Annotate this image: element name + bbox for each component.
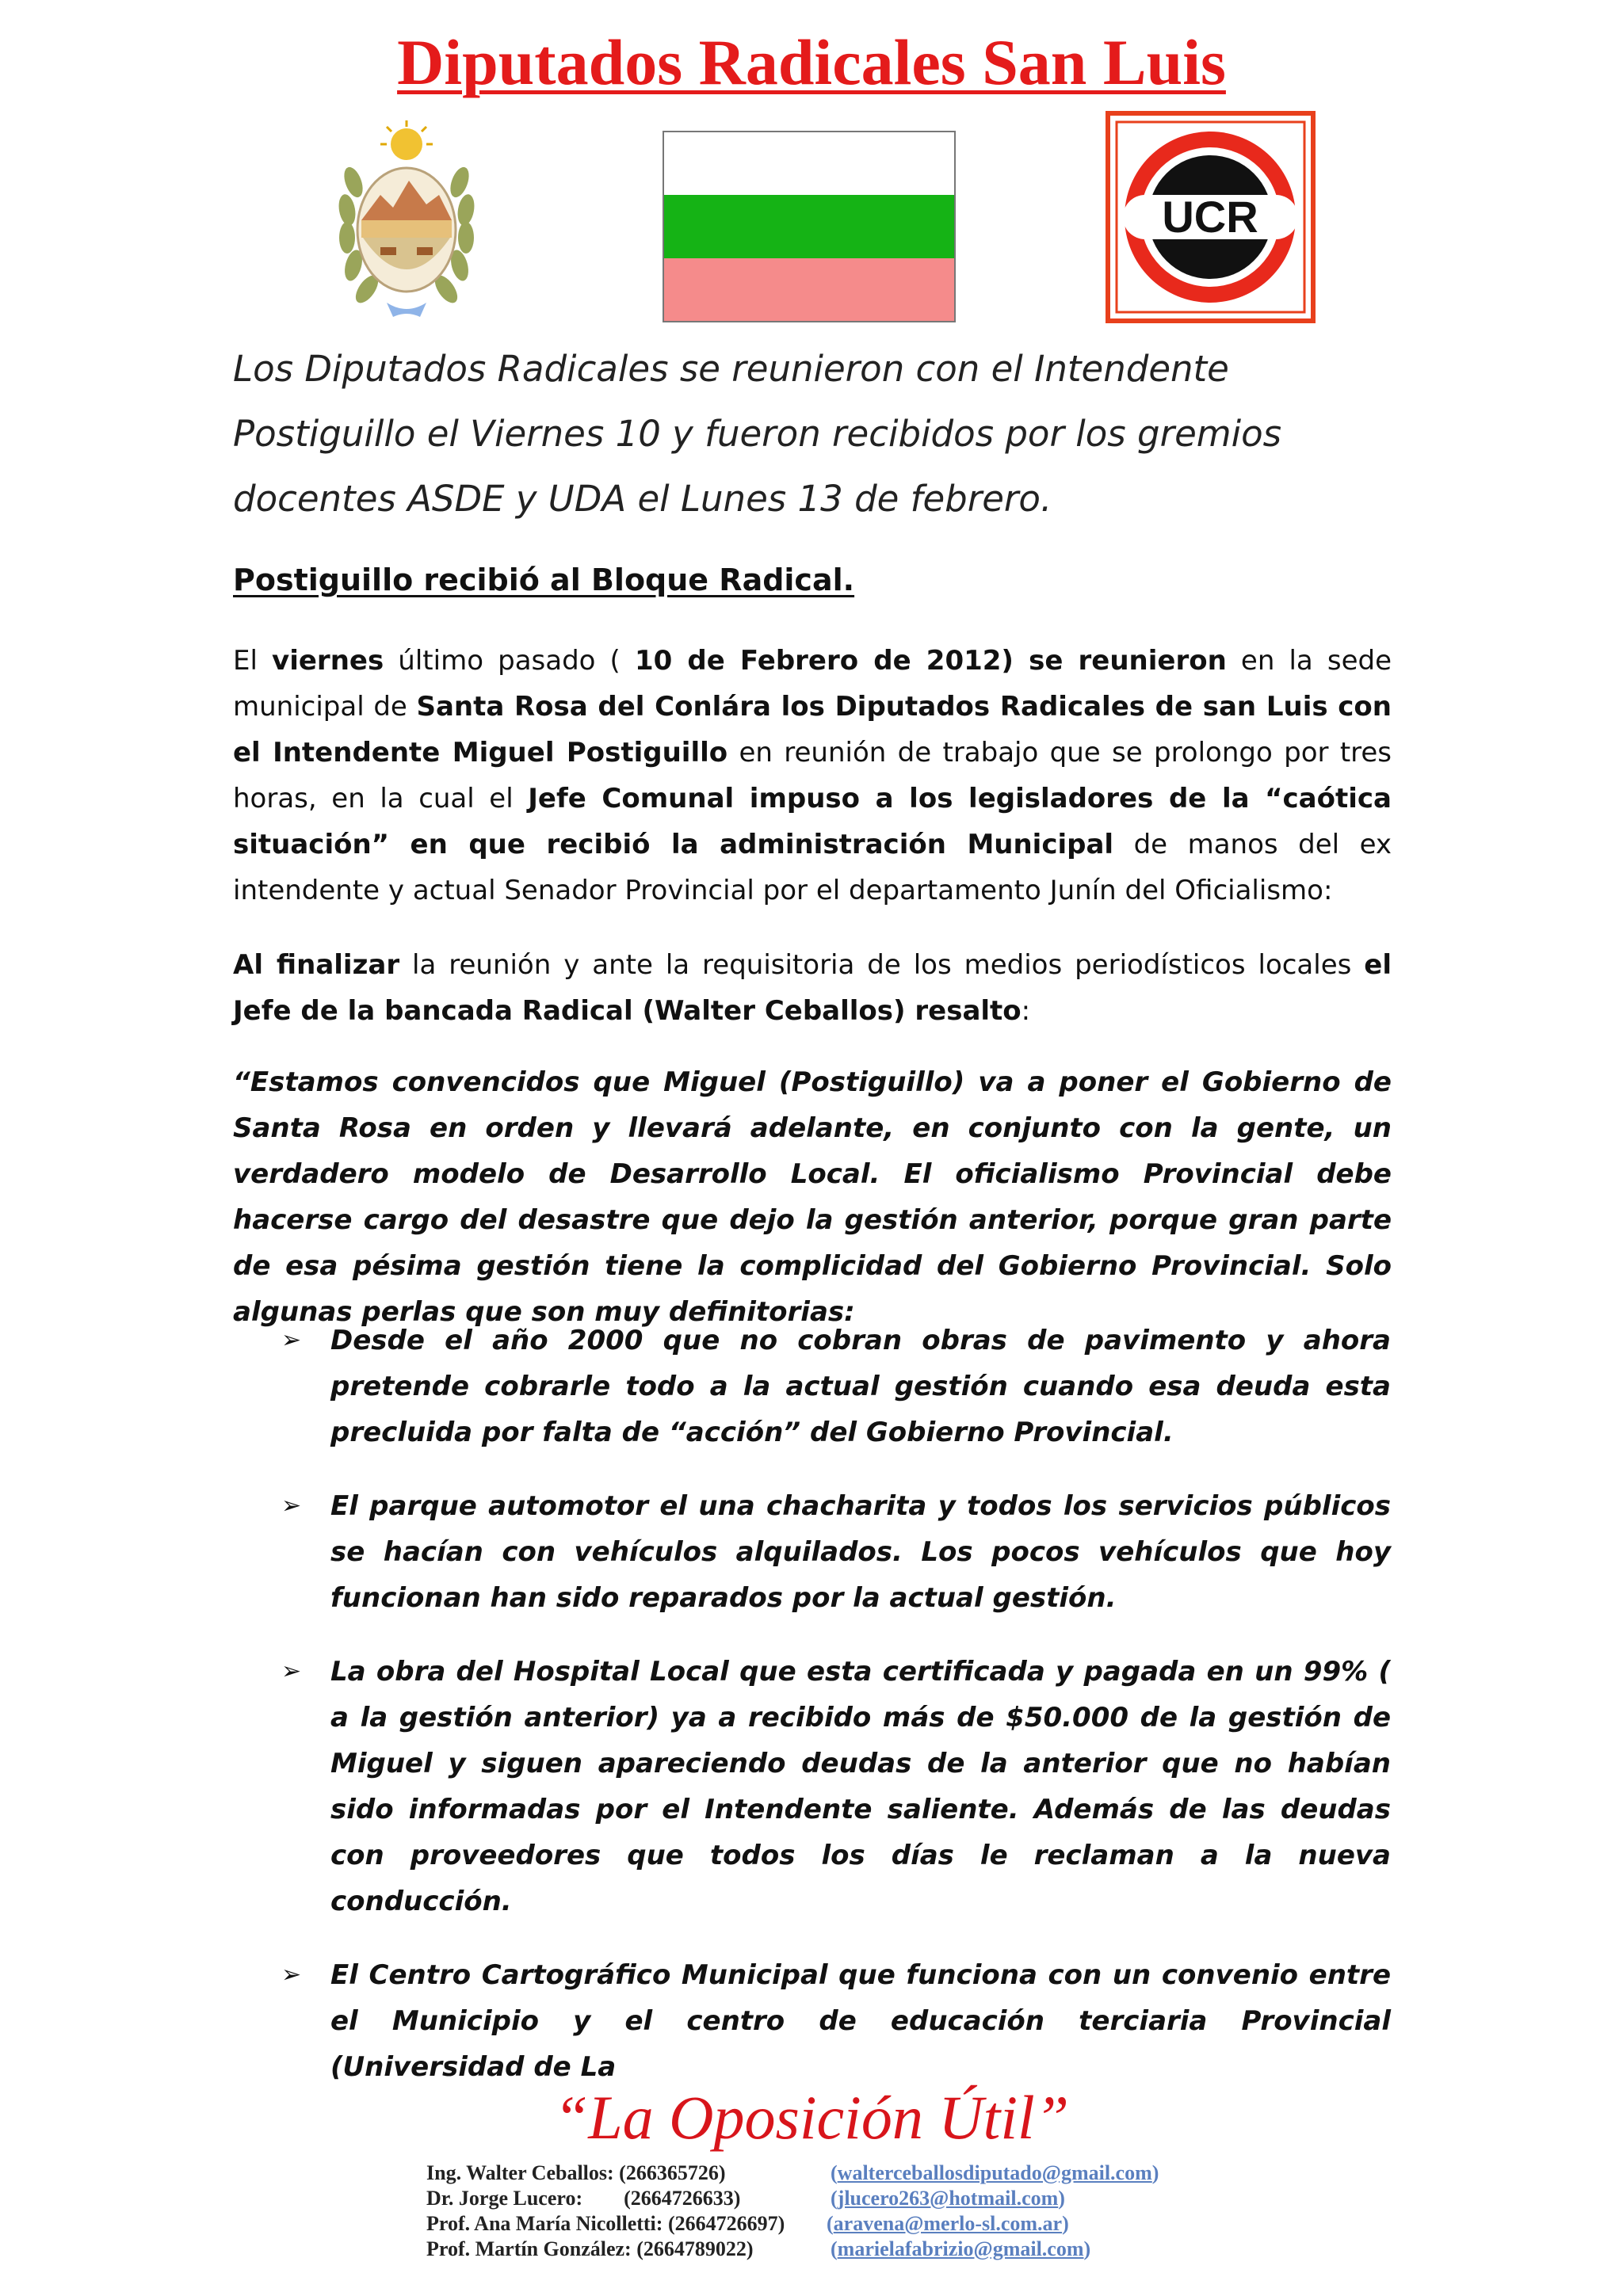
arrow-bullet-icon: ➢ bbox=[281, 1657, 302, 1685]
list-item bbox=[281, 1483, 1391, 1621]
text-run: de manos del ex intendente y actual Senador Provincial por el departamento Junín del Oficialismo: bbox=[233, 829, 1392, 906]
arrow-bullet-icon: ➢ bbox=[281, 1326, 302, 1354]
body-paragraph-2 bbox=[233, 942, 1392, 1034]
list-item-text: El parque automotor el una chacharita y todos los servicios públicos se hacían con vehículos alquilados. Los pocos vehículos que hoy funcionan han sido reparados por la actual gestión. bbox=[330, 1490, 1391, 1614]
contact-name: Prof. Ana María Nicolletti: (2664726697) bbox=[426, 2212, 785, 2235]
flag-emblem bbox=[663, 131, 956, 322]
list-item bbox=[281, 1952, 1391, 2090]
text-run: El bbox=[233, 645, 273, 677]
bullet-list bbox=[281, 1318, 1391, 2118]
footer-contacts bbox=[426, 2161, 1219, 2263]
contact-name: Dr. Jorge Lucero: (2664726633) bbox=[426, 2187, 741, 2210]
text-run: el Jefe de la bancada Radical (Walter Ceballos) resalto bbox=[233, 949, 1392, 1027]
contact-email-link[interactable]: (marielafabrizio@gmail.com) bbox=[831, 2237, 1091, 2260]
contact-row bbox=[426, 2187, 1219, 2212]
arrow-bullet-icon: ➢ bbox=[281, 1492, 302, 1520]
contact-row bbox=[426, 2161, 1219, 2187]
body-paragraph-1 bbox=[233, 638, 1392, 913]
contact-name: Ing. Walter Ceballos: (266365726) bbox=[426, 2161, 726, 2184]
arrow-bullet-icon: ➢ bbox=[281, 1961, 302, 1989]
text-run: Santa Rosa del Conlára los Diputados Radicales de san Luis con el Intendente Miguel Postiguillo bbox=[233, 691, 1392, 769]
text-run: Jefe Comunal impuso a los legisladores de la “caótica situación” en que recibió la administración Municipal bbox=[233, 783, 1392, 860]
lead-paragraph: Los Diputados Radicales se reunieron con el Intendente Postiguillo el Viernes 10 y fueron recibidos por los gremios docentes ASDE y UDA el Lunes 13 de febrero. bbox=[233, 348, 1282, 520]
text-run: en reunión de trabajo que se prolongo por tres horas, en la cual el bbox=[233, 737, 1392, 814]
text-run: Al finalizar bbox=[233, 949, 400, 981]
contact-email-link[interactable]: (jlucero263@hotmail.com) bbox=[831, 2187, 1065, 2210]
footer-motto: “La Oposición Útil” bbox=[553, 2083, 1070, 2152]
coat-of-arms-emblem bbox=[331, 119, 482, 321]
quote-paragraph: “Estamos convencidos que Miguel (Postiguillo) va a poner el Gobierno de Santa Rosa en orden y llevará adelante, en conjunto con la gente, un verdadero modelo de Desarrollo Local. El oficialismo Provincial debe hacerse cargo del desastre que dejo la gestión anterior, porque gran parte de esa pésima gestión tiene la complicidad del Gobierno Provincial. Solo algunas perlas que son muy definitorias: bbox=[233, 1066, 1392, 1328]
contact-email-link[interactable]: (aravena@merlo-sl.com.ar) bbox=[827, 2212, 1069, 2235]
contact-row bbox=[426, 2212, 1219, 2237]
document-title: Diputados Radicales San Luis bbox=[397, 26, 1226, 98]
list-item bbox=[281, 1649, 1391, 1924]
contact-name: Prof. Martín González: (2664789022) bbox=[426, 2237, 754, 2260]
section-subtitle: Postiguillo recibió al Bloque Radical. bbox=[233, 563, 855, 597]
text-run: último pasado ( bbox=[384, 645, 635, 677]
text-run: : bbox=[1021, 995, 1031, 1027]
text-run: 10 de Febrero de 2012) se reunieron bbox=[634, 645, 1227, 677]
ucr-logo-text: UCR bbox=[1162, 192, 1258, 242]
list-item-text: Desde el año 2000 que no cobran obras de pavimento y ahora pretende cobrarle todo a la actual gestión cuando esa deuda esta precluida por falta de “acción” del Gobierno Provincial. bbox=[330, 1325, 1391, 1448]
list-item-text: El Centro Cartográfico Municipal que funciona con un convenio entre el Municipio y el centro de educación terciaria Provincial (Universidad de La bbox=[330, 1959, 1391, 2083]
ucr-logo bbox=[1106, 111, 1316, 323]
text-run: en la sede municipal de bbox=[233, 645, 1392, 723]
contact-row bbox=[426, 2237, 1219, 2263]
text-run: viernes bbox=[272, 645, 384, 677]
text-run: la reunión y ante la requisitoria de los medios periodísticos locales bbox=[399, 949, 1365, 981]
contact-email-link[interactable]: (walterceballosdiputado@gmail.com) bbox=[831, 2161, 1159, 2184]
list-item-text: La obra del Hospital Local que esta certificada y pagada en un 99% ( a la gestión anterior) ya a recibido más de $50.000 de la gestión de Miguel y siguen apareciendo deudas de la anterior que no habían sido informadas por el Intendente saliente. Además de las deudas con proveedores que todos los días le reclaman a la nueva conducción. bbox=[330, 1656, 1391, 1917]
list-item bbox=[281, 1318, 1391, 1455]
